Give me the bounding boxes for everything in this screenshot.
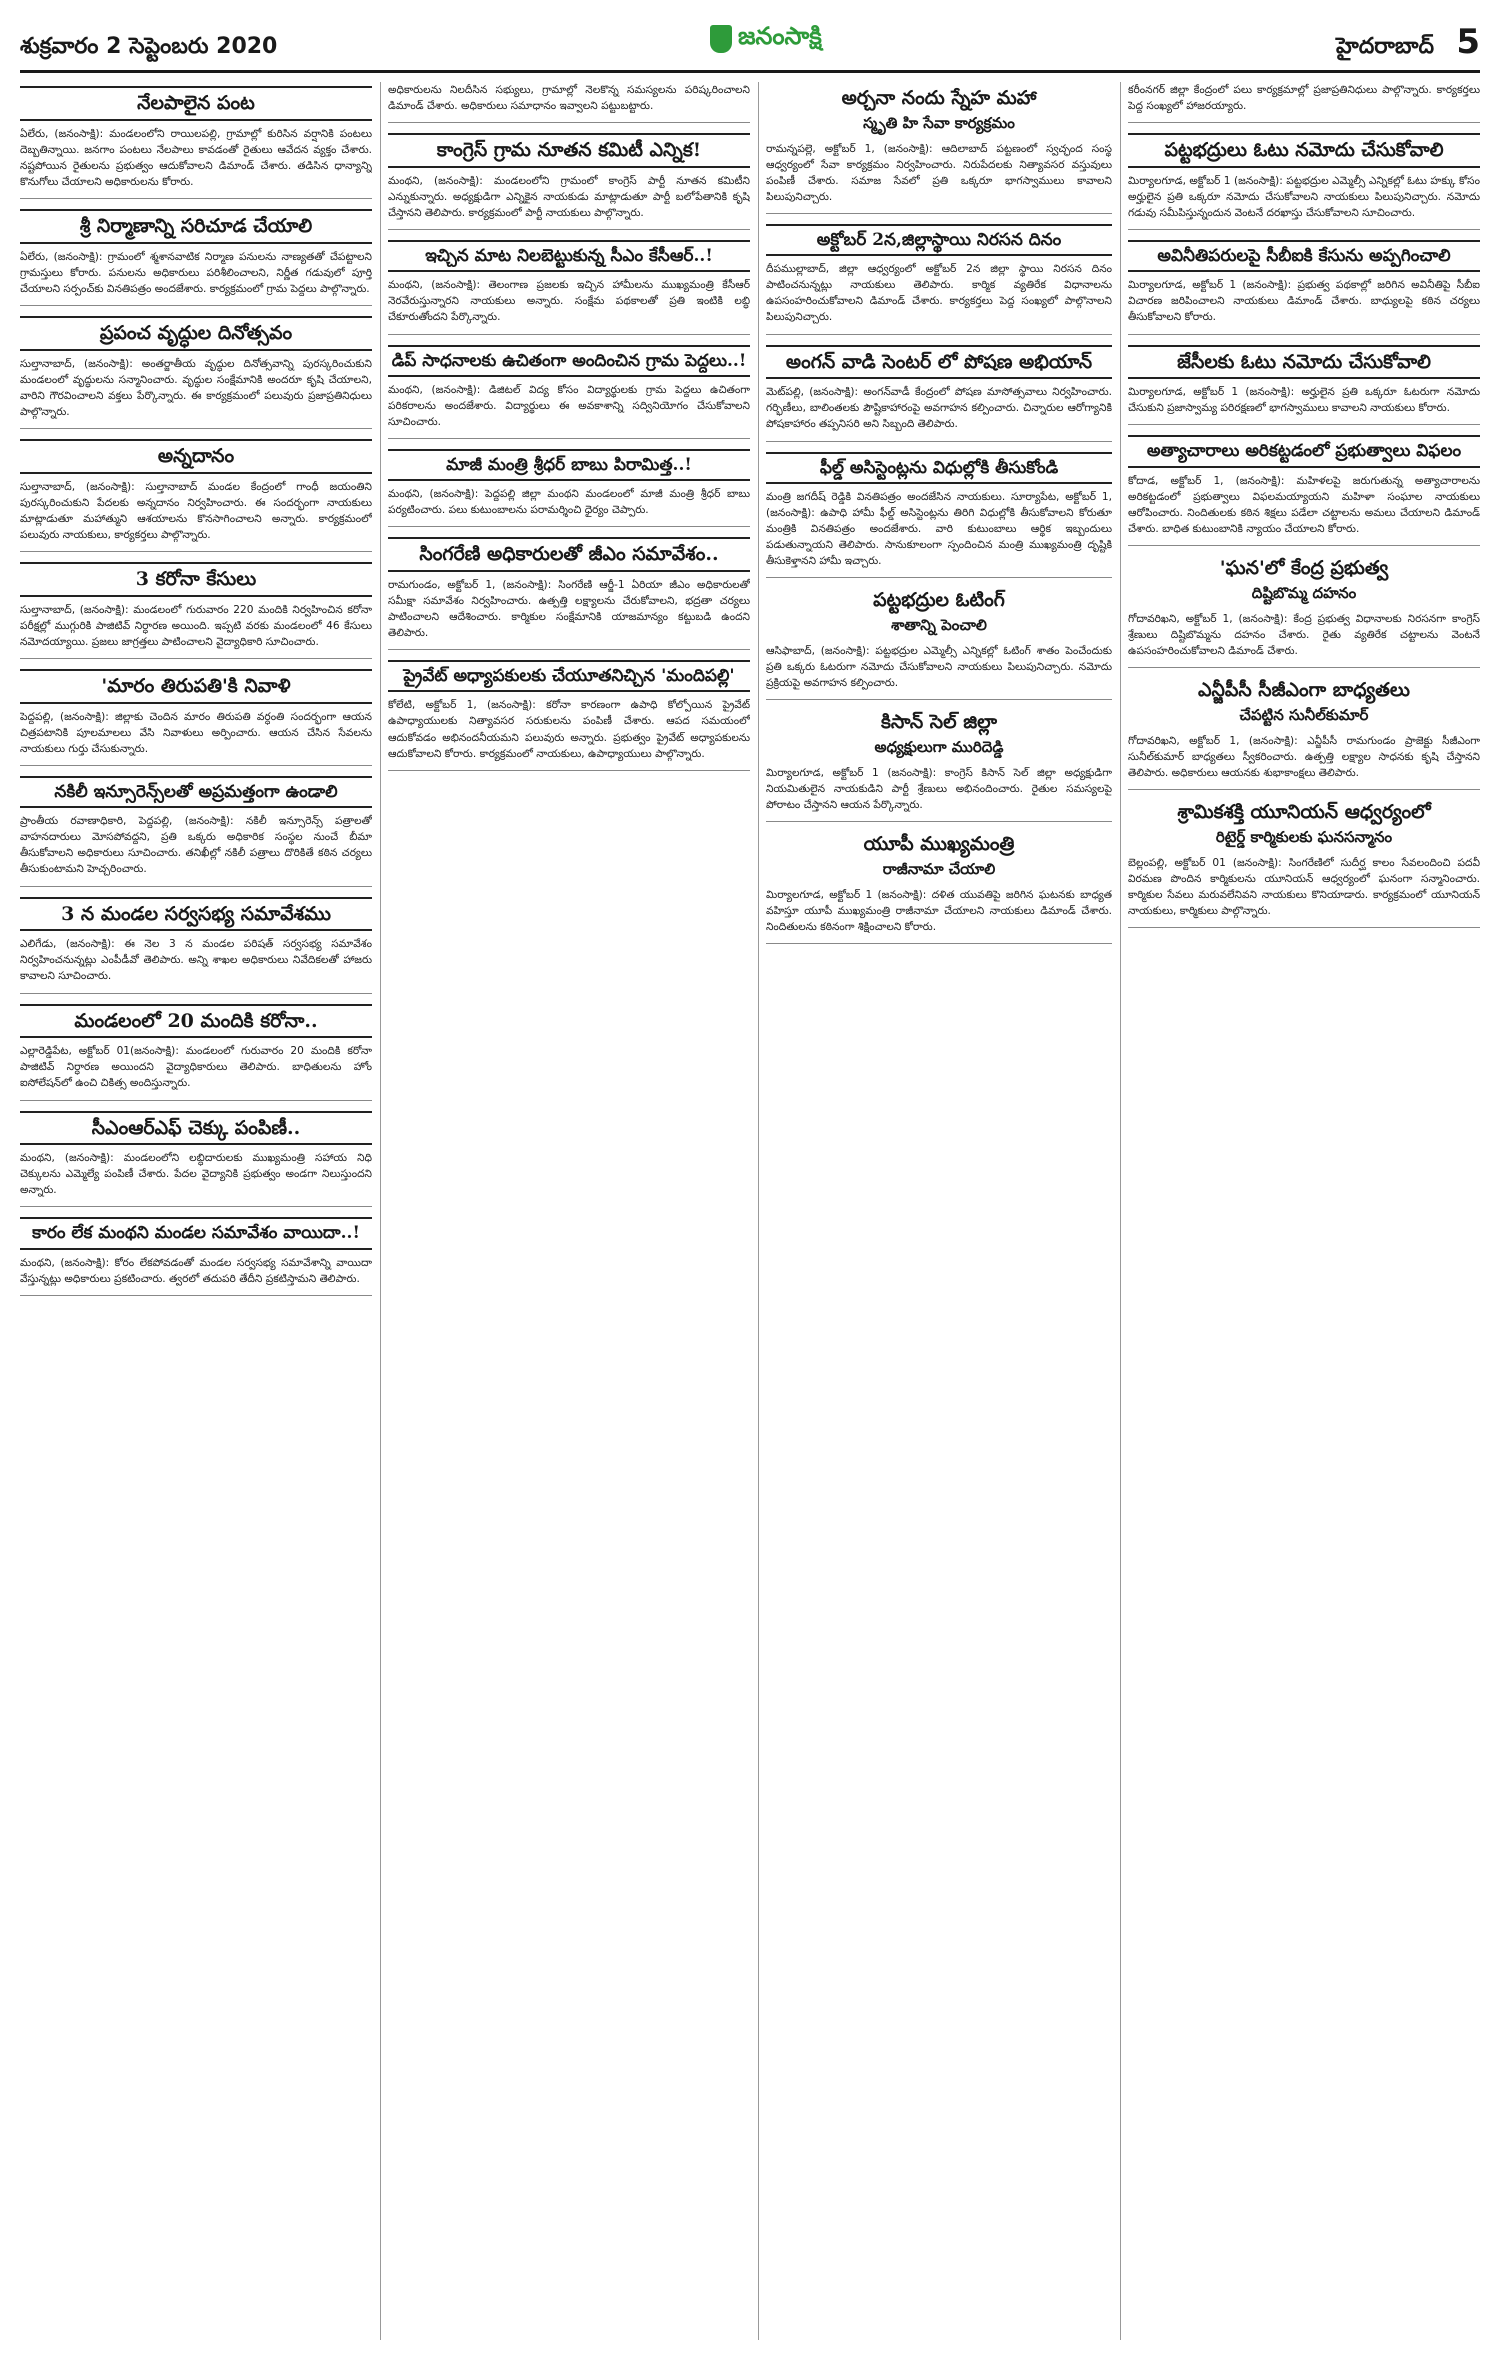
article-headline: 3 న మండల సర్వసభ్య సమావేశము [20, 897, 372, 932]
news-article [766, 86, 1112, 214]
article-divider [766, 577, 1112, 578]
news-article [1128, 82, 1480, 123]
article-headline: డిప్ సాధనాలకు ఉచితంగా అందించిన గ్రామ పెద్దలు..! [388, 345, 750, 377]
article-headline: అవినీతిపరులపై సీబీఐకి కేసును అప్పగించాలి [1128, 240, 1480, 272]
article-subheadline: చేపట్టిన సునీల్‌కుమార్ [1239, 705, 1369, 724]
article-divider [20, 428, 372, 429]
news-column-1 [20, 82, 372, 2342]
article-divider [1128, 122, 1480, 123]
article-divider [20, 1100, 372, 1101]
article-divider [20, 658, 372, 659]
article-divider [1128, 424, 1480, 425]
logo-icon [710, 25, 732, 53]
article-body: మంథని, (జనంసాక్షి): తెలంగాణ ప్రజలకు ఇచ్చిన హామీలను ముఖ్యమంత్రి కేసీఆర్ నెరవేరుస్తున్నారని నాయకులు అన్నారు. సంక్షేమ పథకాలతో ప్రతి ఇంటికి లబ్ధి చేకూరుతోందని పేర్కొన్నారు. [388, 279, 750, 324]
news-article [388, 82, 750, 123]
news-article [1128, 240, 1480, 334]
article-headline: యూపీ ముఖ్యమంత్రి [863, 833, 1015, 855]
article-subheadline: రిటైర్డ్ కార్మికులకు ఘనసన్మానం [1215, 827, 1393, 846]
article-headline: నేలపాలైన పంట [20, 86, 372, 121]
news-article [1128, 345, 1480, 426]
article-headline: నకిలీ ఇన్సూరెన్స్‌లతో అప్రమత్తంగా ఉండాలి [20, 776, 372, 808]
news-article [388, 449, 750, 527]
article-body: సుల్తానాబాద్, (జనంసాక్షి): సుల్తానాబాద్ మండల కేంద్రంలో గాంధీ జయంతిని పురస్కరించుకుని పేదలకు అన్నదానం నిర్వహించారు. ఈ సందర్భంగా నాయకులు మాట్లాడుతూ మహాత్ముని ఆశయాలను కొనసాగించాలని అన్నారు. కార్యక్రమంలో పలువురు నాయకులు, కార్యకర్తలు పాల్గొన్నారు. [20, 480, 372, 542]
article-headline: ఇచ్చిన మాట నిలబెట్టుకున్న సీఎం కేసీఆర్..! [388, 240, 750, 272]
article-headline: ఎన్జీపీసీ సీజీఎంగా బాధ్యతలు [1198, 678, 1410, 701]
article-headline: మాజీ మంత్రి శ్రీధర్ బాబు పిరామిత్త..! [388, 449, 750, 481]
news-article [388, 240, 750, 334]
news-article [388, 660, 750, 770]
article-body: సుల్తానాబాద్, (జనంసాక్షి): అంతర్జాతీయ వృద్ధుల దినోత్సవాన్ని పురస్కరించుకుని మండలంలో వృద్ధులను సన్మానించారు. వృద్ధుల సంక్షేమానికి అందరూ కృషి చేయాలని, వారిని గౌరవించాలని వక్తలు పేర్కొన్నారు. ఈ కార్యక్రమంలో పలువురు ప్రజాప్రతినిధులు పాల్గొన్నారు. [20, 357, 372, 418]
article-divider [20, 551, 372, 552]
article-body: దీపముల్లాబాద్, జిల్లా ఆధ్వర్యంలో అక్టోబర్ 2న జిల్లా స్థాయి నిరసన దినం పాటించనున్నట్లు నాయకులు తెలిపారు. కార్మిక వ్యతిరేక విధానాలను ఉపసంహరించుకోవాలని డిమాండ్ చేశారు. కార్యకర్తలు పెద్ద సంఖ్యలో పాల్గొనాలని పిలుపునిచ్చారు. [766, 263, 1112, 324]
news-column-2 [388, 82, 750, 2342]
article-body: మంథని, (జనంసాక్షి): డిజిటల్ విద్య కోసం విద్యార్థులకు గ్రామ పెద్దలు ఉచితంగా పరికరాలను అందజేశారు. విద్యార్థులు ఈ అవకాశాన్ని సద్వినియోగం చేసుకోవాలని సూచించారు. [388, 383, 750, 428]
news-article [388, 345, 750, 439]
article-headline: 3 కరోనా కేసులు [20, 562, 372, 597]
article-body: గోదావరిఖని, అక్టోబర్ 1, (జనంసాక్షి): కేంద్ర ప్రభుత్వ విధానాలకు నిరసనగా కాంగ్రెస్ శ్రేణులు దిష్టిబొమ్మను దహనం చేశారు. రైతు వ్యతిరేక చట్టాలను వెంటనే ఉపసంహరించుకోవాలని డిమాండ్ చేశారు. [1128, 612, 1480, 657]
news-article [20, 86, 372, 199]
news-article [766, 588, 1112, 700]
article-divider [766, 943, 1112, 944]
article-headline: శ్రామికశక్తి యూనియన్ ఆధ్వర్యంలో [1177, 800, 1431, 823]
article-headline: అన్నదానం [20, 439, 372, 474]
news-article [1128, 133, 1480, 230]
article-body: మిర్యాలగూడ, అక్టోబర్ 1 (జనంసాక్షి): ప్రభుత్వ పథకాల్లో జరిగిన అవినీతిపై సీబీఐ విచారణ జరిపించాలని నాయకులు డిమాండ్ చేశారు. బాధ్యులపై కఠిన చర్యలు తీసుకోవాలని కోరారు. [1128, 279, 1480, 324]
news-article [1128, 800, 1480, 928]
article-subheadline: స్మృతి హి సేవా కార్యక్రమం [863, 113, 1015, 132]
article-divider [766, 441, 1112, 442]
news-article [1128, 556, 1480, 668]
news-article [20, 209, 372, 306]
article-subheadline: శాతాన్ని పెంచాలి [891, 615, 987, 634]
article-body: మిర్యాలగూడ, అక్టోబర్ 1 (జనంసాక్షి): అర్హులైన ప్రతి ఒక్కరూ ఓటరుగా నమోదు చేసుకుని ప్రజాస్వామ్య పరిరక్షణలో భాగస్వాములు కావాలని నాయకులు కోరారు. [1128, 386, 1480, 415]
article-body: ఎలిగేడు, (జనంసాక్షి): ఈ నెల 3 న మండల పరిషత్ సర్వసభ్య సమావేశం నిర్వహించనున్నట్లు ఎంపీడీవో తెలిపారు. అన్ని శాఖల అధికారులు నివేదికలతో హాజరు కావాలని సూచించారు. [20, 938, 372, 983]
article-headline: 'ఘన'లో కేంద్ర ప్రభుత్వ [1219, 556, 1389, 579]
article-body: ఏలేరు, (జనంసాక్షి): మండలంలోని రాయిలపల్లి, గ్రామాల్లో కురిసిన వర్షానికి పంటలు దెబ్బతిన్నాయి. జనగాం పంటలు నేలపాలు కావడంతో రైతులు ఆవేదన వ్యక్తం చేశారు. నష్టపోయిన రైతులను ప్రభుత్వం ఆదుకోవాలని డిమాండ్ చేశారు. తడిసిన ధాన్యాన్ని కొనుగోలు చేయాలని అధికారులను కోరారు. [20, 127, 372, 188]
article-body: మంథని, (జనంసాక్షి): మండలంలోని లబ్ధిదారులకు ముఖ్యమంత్రి సహాయ నిధి చెక్కులను ఎమ్మెల్యే పంపిణీ చేశారు. పేదల వైద్యానికి ప్రభుత్వం అండగా నిలుస్తుందని అన్నారు. [20, 1152, 372, 1197]
article-divider [388, 438, 750, 439]
article-subheadline: దిష్టిబొమ్మ దహనం [1251, 583, 1357, 602]
article-divider [1128, 789, 1480, 790]
column-divider [758, 82, 759, 2340]
article-headline: అత్యాచారాలు అరికట్టడంలో ప్రభుత్వాలు విఫలం [1128, 435, 1480, 467]
news-article [1128, 678, 1480, 790]
article-headline: సింగరేణి అధికారులతో జీఎం సమావేశం.. [388, 537, 750, 572]
article-body: కోలేటి, అక్టోబర్ 1, (జనంసాక్షి): కరోనా కారణంగా ఉపాధి కోల్పోయిన ప్రైవేట్ ఉపాధ్యాయులకు నిత్యావసర సరుకులను పంపిణీ చేశారు. ఆపద సమయంలో ఆదుకోవడం అభినందనీయమని పలువురు అన్నారు. ప్రభుత్వం ప్రైవేట్ అధ్యాపకులను ఆదుకోవాలని కోరారు. కార్యక్రమంలో నాయకులు, ఉపాధ్యాయులు పాల్గొన్నారు. [388, 699, 750, 760]
news-article [766, 345, 1112, 442]
news-article [766, 832, 1112, 944]
column-divider [380, 82, 381, 2340]
article-divider [1128, 927, 1480, 928]
article-body: పెద్దపల్లి, (జనంసాక్షి): జిల్లాకు చెందిన మారం తిరుపతి వర్ధంతి సందర్భంగా ఆయన చిత్రపటానికి పూలమాలలు వేసి నివాళులు అర్పించారు. ఆయన చేసిన సేవలను నాయకులు గుర్తు చేసుకున్నారు. [20, 710, 372, 755]
article-body: మిర్యాలగూడ, అక్టోబర్ 1 (జనంసాక్షి): దళిత యువతిపై జరిగిన ఘటనకు బాధ్యత వహిస్తూ యూపీ ముఖ్యమంత్రి రాజీనామా చేయాలని నాయకులు డిమాండ్ చేశారు. నిందితులను కఠినంగా శిక్షించాలని కోరారు. [766, 888, 1112, 933]
article-subheadline: రాజీనామా చేయాలి [882, 859, 996, 878]
article-headline: 'మారం తిరుపతి'కి నివాళి [20, 669, 372, 704]
article-body: ఎల్లారెడ్డిపేట, అక్టోబర్ 01(జనంసాక్షి): మండలంలో గురువారం 20 మందికి కరోనా పాజిటివ్ నిర్ధారణ అయిందని వైద్యాధికారులు తెలిపారు. బాధితులను హోం ఐసోలేషన్‌లో ఉంచి చికిత్స అందిస్తున్నారు. [20, 1045, 372, 1090]
article-body: మిర్యాలగూడ, అక్టోబర్ 1 (జనంసాక్షి): పట్టభద్రుల ఎమ్మెల్సీ ఎన్నికల్లో ఓటు హక్కు కోసం అర్హులైన ప్రతి ఒక్కరూ నమోదు చేసుకోవాలని నాయకులు పిలుపునిచ్చారు. నమోదు గడువు సమీపిస్తున్నందున వెంటనే దరఖాస్తు చేసుకోవాలని సూచించారు. [1128, 174, 1480, 220]
article-divider [388, 649, 750, 650]
news-column-3 [766, 82, 1112, 2342]
news-article [20, 897, 372, 994]
news-article [20, 439, 372, 552]
issue-date: శుక్రవారం 2 సెప్టెంబరు 2020 [20, 34, 278, 59]
article-body: సుల్తానాబాద్, (జనంసాక్షి): మండలంలో గురువారం 220 మందికి నిర్వహించిన కరోనా పరీక్షల్లో ముగ్గురికి పాజిటివ్ నిర్ధారణ అయింది. ఇప్పటి వరకు మండలంలో 46 కేసులు నమోదయ్యాయి. ప్రజలు జాగ్రత్తలు పాటించాలని వైద్యాధికారి సూచించారు. [20, 603, 372, 649]
article-body: రామన్నపల్లె, అక్టోబర్ 1, (జనంసాక్షి): ఆదిలాబాద్ పట్టణంలో స్వచ్ఛంద సంస్థ ఆధ్వర్యంలో సేవా కార్యక్రమం నిర్వహించారు. నిరుపేదలకు నిత్యావసర వస్తువులు పంపిణీ చేశారు. సమాజ సేవలో ప్రతి ఒక్కరూ భాగస్వాములు కావాలని పిలుపునిచ్చారు. [766, 142, 1112, 203]
article-divider [388, 770, 750, 771]
article-headline: మండలంలో 20 మందికి కరోనా.. [20, 1004, 372, 1039]
article-divider [1128, 229, 1480, 230]
article-divider [20, 765, 372, 766]
article-headline: పట్టభద్రులు ఓటు నమోదు చేసుకోవాలి [1128, 133, 1480, 168]
news-article [766, 710, 1112, 822]
page-number: 5 [1456, 22, 1480, 62]
article-headline: కారం లేక మంథని మండల సమావేశం వాయిదా..! [20, 1217, 372, 1249]
article-headline: కాంగ్రెస్ గ్రామ నూతన కమిటీ ఎన్నిక! [388, 133, 750, 168]
article-body: మంథని, (జనంసాక్షి): మండలంలోని గ్రామంలో కాంగ్రెస్ పార్టీ నూతన కమిటీని ఎన్నుకున్నారు. అధ్యక్షుడిగా ఎన్నికైన నాయకుడు మాట్లాడుతూ పార్టీ బలోపేతానికి కృషి చేస్తానని తెలిపారు. కార్యక్రమంలో పార్టీ నాయకులు పాల్గొన్నారు. [388, 174, 750, 220]
article-headline: పట్టభద్రుల ఓటింగ్ [873, 589, 1005, 612]
article-divider [388, 526, 750, 527]
masthead [20, 14, 1480, 73]
article-divider [766, 213, 1112, 214]
article-divider [766, 821, 1112, 822]
news-article [20, 776, 372, 886]
article-body: మంథని, (జనంసాక్షి): కోరం లేకపోవడంతో మండల సర్వసభ్య సమావేశాన్ని వాయిదా వేస్తున్నట్లు అధికారులు ప్రకటించారు. త్వరలో తదుపరి తేదీని ప్రకటిస్తామని తెలిపారు. [20, 1256, 372, 1285]
news-article [766, 224, 1112, 334]
article-body: మంత్రి జగదీష్ రెడ్డికి వినతిపత్రం అందజేసిన నాయకులు. సూర్యాపేట, అక్టోబర్ 1, (జనంసాక్షి): ఉపాధి హామీ ఫీల్డ్ అసిస్టెంట్లను తిరిగి విధుల్లోకి తీసుకోవాలని కోరుతూ మంత్రికి వినతిపత్రం అందజేశారు. వారి కుటుంబాలు ఆర్థిక ఇబ్బందులు పడుతున్నాయని తెలిపారు. సానుకూలంగా స్పందించిన మంత్రి ముఖ్యమంత్రి దృష్టికి తీసుకెళ్తానని హామీ ఇచ్చారు. [766, 490, 1112, 567]
article-headline: జేసీలకు ఓటు నమోదు చేసుకోవాలి [1128, 345, 1480, 380]
article-headline: కిసాన్ సెల్ జిల్లా [881, 711, 997, 734]
news-article [20, 1217, 372, 1295]
news-article [20, 669, 372, 766]
article-divider [20, 993, 372, 994]
news-article [20, 1111, 372, 1208]
article-subheadline: అధ్యక్షులుగా మురిదెడ్డి [874, 737, 1004, 756]
article-body: కోదాడ, అక్టోబర్ 1, (జనంసాక్షి): మహిళలపై జరుగుతున్న అత్యాచారాలను అరికట్టడంలో ప్రభుత్వాలు విఫలమయ్యాయని మహిళా సంఘాల నాయకులు ఆరోపించారు. నిందితులకు కఠిన శిక్షలు పడేలా చట్టాలను అమలు చేయాలని డిమాండ్ చేశారు. బాధిత కుటుంబానికి న్యాయం చేయాలని కోరారు. [1128, 474, 1480, 535]
article-divider [20, 305, 372, 306]
article-divider [388, 122, 750, 123]
article-headline: ప్రపంచ వృద్ధుల దినోత్సవం [20, 316, 372, 351]
article-divider [20, 1295, 372, 1296]
article-body: కరీంనగర్ జిల్లా కేంద్రంలో పలు కార్యక్రమాల్లో ప్రజాప్రతినిధులు పాల్గొన్నారు. కార్యకర్తలు పెద్ద సంఖ్యలో హాజరయ్యారు. [1128, 84, 1480, 113]
logo-text: జనంసాక్షి [738, 22, 822, 50]
article-body: రామగుండం, అక్టోబర్ 1, (జనంసాక్షి): సింగరేణి ఆర్జీ-1 ఏరియా జీఎం అధికారులతో సమీక్షా సమావేశం నిర్వహించారు. ఉత్పత్తి లక్ష్యాలను చేరుకోవాలని, భద్రతా చర్యలు పాటించాలని ఆదేశించారు. కార్మికుల సంక్షేమానికి యాజమాన్యం కట్టుబడి ఉందని తెలిపారు. [388, 578, 750, 640]
article-headline: అంగన్ వాడి సెంటర్ లో పోషణ అభియాన్ [766, 345, 1112, 380]
edition-city: హైదరాబాద్ [1336, 34, 1434, 59]
article-divider [1128, 667, 1480, 668]
article-body: ఆసిఫాబాద్, (జనంసాక్షి): పట్టభద్రుల ఎమ్మెల్సీ ఎన్నికల్లో ఓటింగ్ శాతం పెంచేందుకు ప్రతి ఒక్కరు ఓటరుగా నమోదు చేసుకోవాలని నాయకులు పిలుపునిచ్చారు. నమోదు ప్రక్రియపై అవగాహన కల్పించారు. [766, 644, 1112, 689]
article-divider [388, 229, 750, 230]
article-body: మెట్‌పల్లి, (జనంసాక్షి): అంగన్‌వాడీ కేంద్రంలో పోషణ మాసోత్సవాలు నిర్వహించారు. గర్భిణీలు, బాలింతలకు పౌష్టికాహారంపై అవగాహన కల్పించారు. చిన్నారుల ఆరోగ్యానికి పోషకాహారం తప్పనిసరి అని సిబ్బంది తెలిపారు. [766, 386, 1112, 431]
article-headline: అక్టోబర్ 2న,జిల్లాస్థాయి నిరసన దినం [766, 224, 1112, 256]
news-article [1128, 435, 1480, 545]
article-divider [20, 198, 372, 199]
article-body: గోదావరిఖని, అక్టోబర్ 1, (జనంసాక్షి): ఎన్జీపీసీ రామగుండం ప్రాజెక్టు సీజీఎంగా సునీల్‌కుమార్ బాధ్యతలు స్వీకరించారు. ఉత్పత్తి లక్ష్యాల సాధనకు కృషి చేస్తానని తెలిపారు. అధికారులు ఆయనకు శుభాకాంక్షలు తెలిపారు. [1128, 734, 1480, 779]
article-body: బెల్లంపల్లి, అక్టోబర్ 01 (జనంసాక్షి): సింగరేణిలో సుదీర్ఘ కాలం సేవలందించి పదవీ విరమణ పొందిన కార్మికులను యూనియన్ ఆధ్వర్యంలో ఘనంగా సన్మానించారు. కార్మికుల సేవలు మరువలేనివని నాయకులు కొనియాడారు. కార్యక్రమంలో యూనియన్ నాయకులు, కార్మికులు పాల్గొన్నారు. [1128, 856, 1480, 917]
news-article [20, 562, 372, 659]
article-headline: సీఎంఆర్ఎఫ్ చెక్కు పంపిణీ.. [20, 1111, 372, 1146]
news-column-4 [1128, 82, 1480, 2342]
article-body: ఏలేరు, (జనంసాక్షి): గ్రామంలో శ్మశానవాటిక నిర్మాణ పనులను నాణ్యతతో చేపట్టాలని గ్రామస్తులు కోరారు. పనులను అధికారులు పరిశీలించాలని, నిర్ణీత గడువులో పూర్తి చేయాలని సర్పంచ్‌కు వినతిపత్రం అందజేశారు. కార్యక్రమంలో గ్రామ పెద్దలు పాల్గొన్నారు. [20, 250, 372, 295]
article-divider [388, 334, 750, 335]
newspaper-logo [710, 22, 822, 56]
column-divider [1120, 82, 1121, 2340]
article-body: ప్రాంతీయ రవాణాధికారి, పెద్దపల్లి, (జనంసాక్షి): నకిలీ ఇన్సూరెన్స్ పత్రాలతో వాహనదారులు మోసపోవద్దని, ప్రతి ఒక్కరు అధికారిక సంస్థల నుంచే బీమా తీసుకోవాలని అధికారులు సూచించారు. తనిఖీల్లో నకిలీ పత్రాలు దొరికితే కఠిన చర్యలు తీసుకుంటామని హెచ్చరించారు. [20, 815, 372, 876]
article-headline: అర్చనా నందు స్నేహ మహా [841, 87, 1037, 109]
article-headline: ఫీల్డ్ అసిస్టెంట్లను విధుల్లోకి తీసుకోండి [766, 452, 1112, 484]
article-divider [1128, 545, 1480, 546]
article-divider [766, 334, 1112, 335]
article-headline: ప్రైవేట్ అధ్యాపకులకు చేయూతనిచ్చిన 'మందిపల్లి' [388, 660, 750, 692]
article-body: మిర్యాలగూడ, అక్టోబర్ 1 (జనంసాక్షి): కాంగ్రెస్ కిసాన్ సెల్ జిల్లా అధ్యక్షుడిగా నియమితులైన నాయకుడిని పార్టీ శ్రేణులు అభినందించారు. రైతుల సమస్యలపై పోరాటం చేస్తానని ఆయన పేర్కొన్నారు. [766, 766, 1112, 811]
article-divider [766, 699, 1112, 700]
article-divider [20, 1206, 372, 1207]
news-article [766, 452, 1112, 579]
news-article [388, 133, 750, 230]
news-article [20, 1004, 372, 1101]
news-article [388, 537, 750, 650]
article-body: అధికారులను నిలదీసిన సభ్యులు, గ్రామాల్లో నెలకొన్న సమస్యలను పరిష్కరించాలని డిమాండ్ చేశారు. అధికారులు సమాధానం ఇవ్వాలని పట్టుబట్టారు. [388, 84, 750, 113]
article-divider [1128, 334, 1480, 335]
news-article [20, 316, 372, 429]
article-divider [20, 886, 372, 887]
article-body: మంథని, (జనంసాక్షి): పెద్దపల్లి జిల్లా మంథని మండలంలో మాజీ మంత్రి శ్రీధర్ బాబు పర్యటించారు. పలు కుటుంబాలను పరామర్శించి ధైర్యం చెప్పారు. [388, 488, 750, 517]
article-headline: శ్రీ నిర్మాణాన్ని సరిచూడ చేయాలి [20, 209, 372, 244]
